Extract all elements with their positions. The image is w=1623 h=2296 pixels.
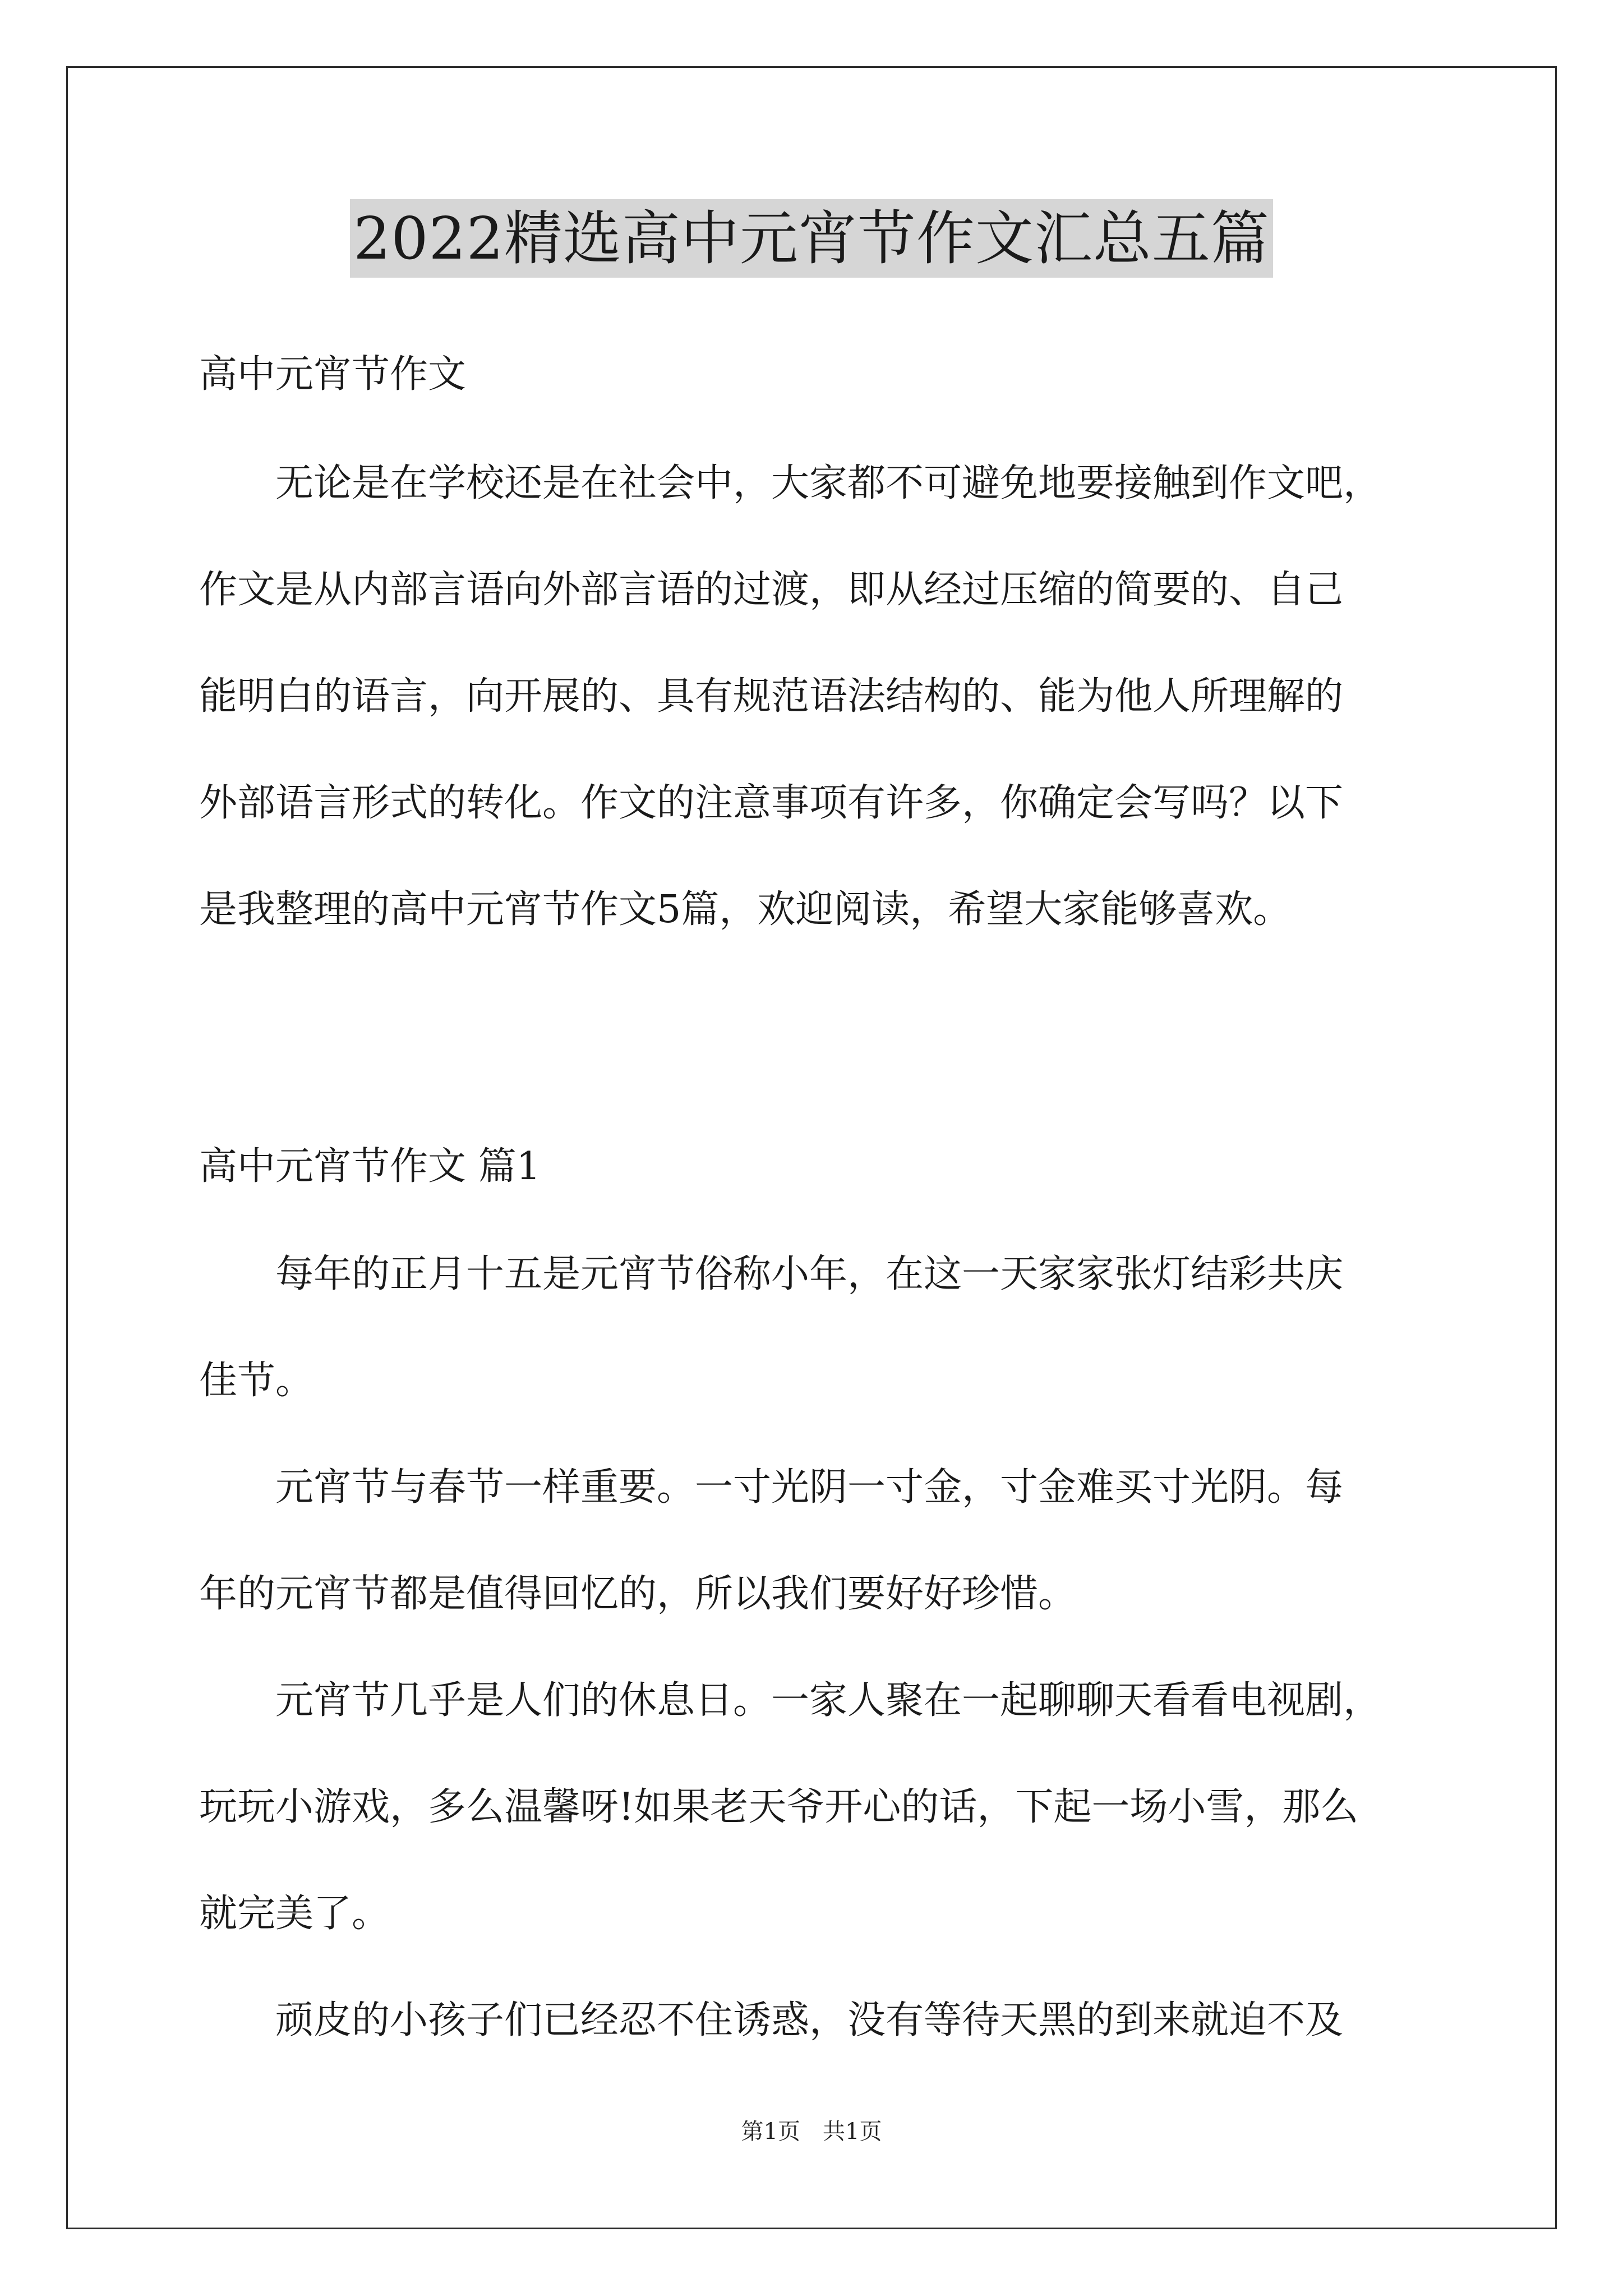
page-number: 第1页 共1页: [741, 2119, 882, 2145]
paragraph-line: 元宵节与春节一样重要。一寸光阴一寸金，寸金难买寸光阴。每: [199, 1465, 1344, 1510]
paragraph-line: 玩玩小游戏，多么温馨呀!如果老天爷开心的话，下起一场小雪，那么: [199, 1785, 1359, 1829]
paragraph-line: 每年的正月十五是元宵节俗称小年，在这一天家家张灯结彩共庆: [199, 1252, 1344, 1296]
section-heading: 高中元宵节作文 篇1: [199, 1144, 541, 1189]
paragraph-line: 佳节。: [199, 1359, 314, 1403]
paragraph-line: 是我整理的高中元宵节作文5篇，欢迎阅读，希望大家能够喜欢。: [199, 887, 1292, 932]
paragraph-line: 顽皮的小孩子们已经忍不住诱惑，没有等待天黑的到来就迫不及: [199, 1998, 1344, 2042]
title-container: [0, 199, 1623, 278]
paragraph-line: 外部语言形式的转化。作文的注意事项有许多，你确定会写吗？以下: [199, 781, 1344, 825]
document-title: 2022精选高中元宵节作文汇总五篇: [350, 199, 1273, 278]
paragraph-line: 无论是在学校还是在社会中，大家都不可避免地要接触到作文吧，: [199, 461, 1382, 505]
paragraph-line: 元宵节几乎是人们的休息日。一家人聚在一起聊聊天看看电视剧，: [199, 1678, 1382, 1723]
paragraph-line: 就完美了。: [199, 1892, 390, 1936]
paragraph-line: 能明白的语言，向开展的、具有规范语法结构的、能为他人所理解的: [199, 674, 1344, 719]
paragraph-line: 年的元宵节都是值得回忆的，所以我们要好好珍惜。: [199, 1572, 1077, 1616]
section-heading: 高中元宵节作文: [199, 352, 467, 397]
paragraph-line: 作文是从内部言语向外部言语的过渡，即从经过压缩的简要的、自己: [199, 568, 1344, 612]
